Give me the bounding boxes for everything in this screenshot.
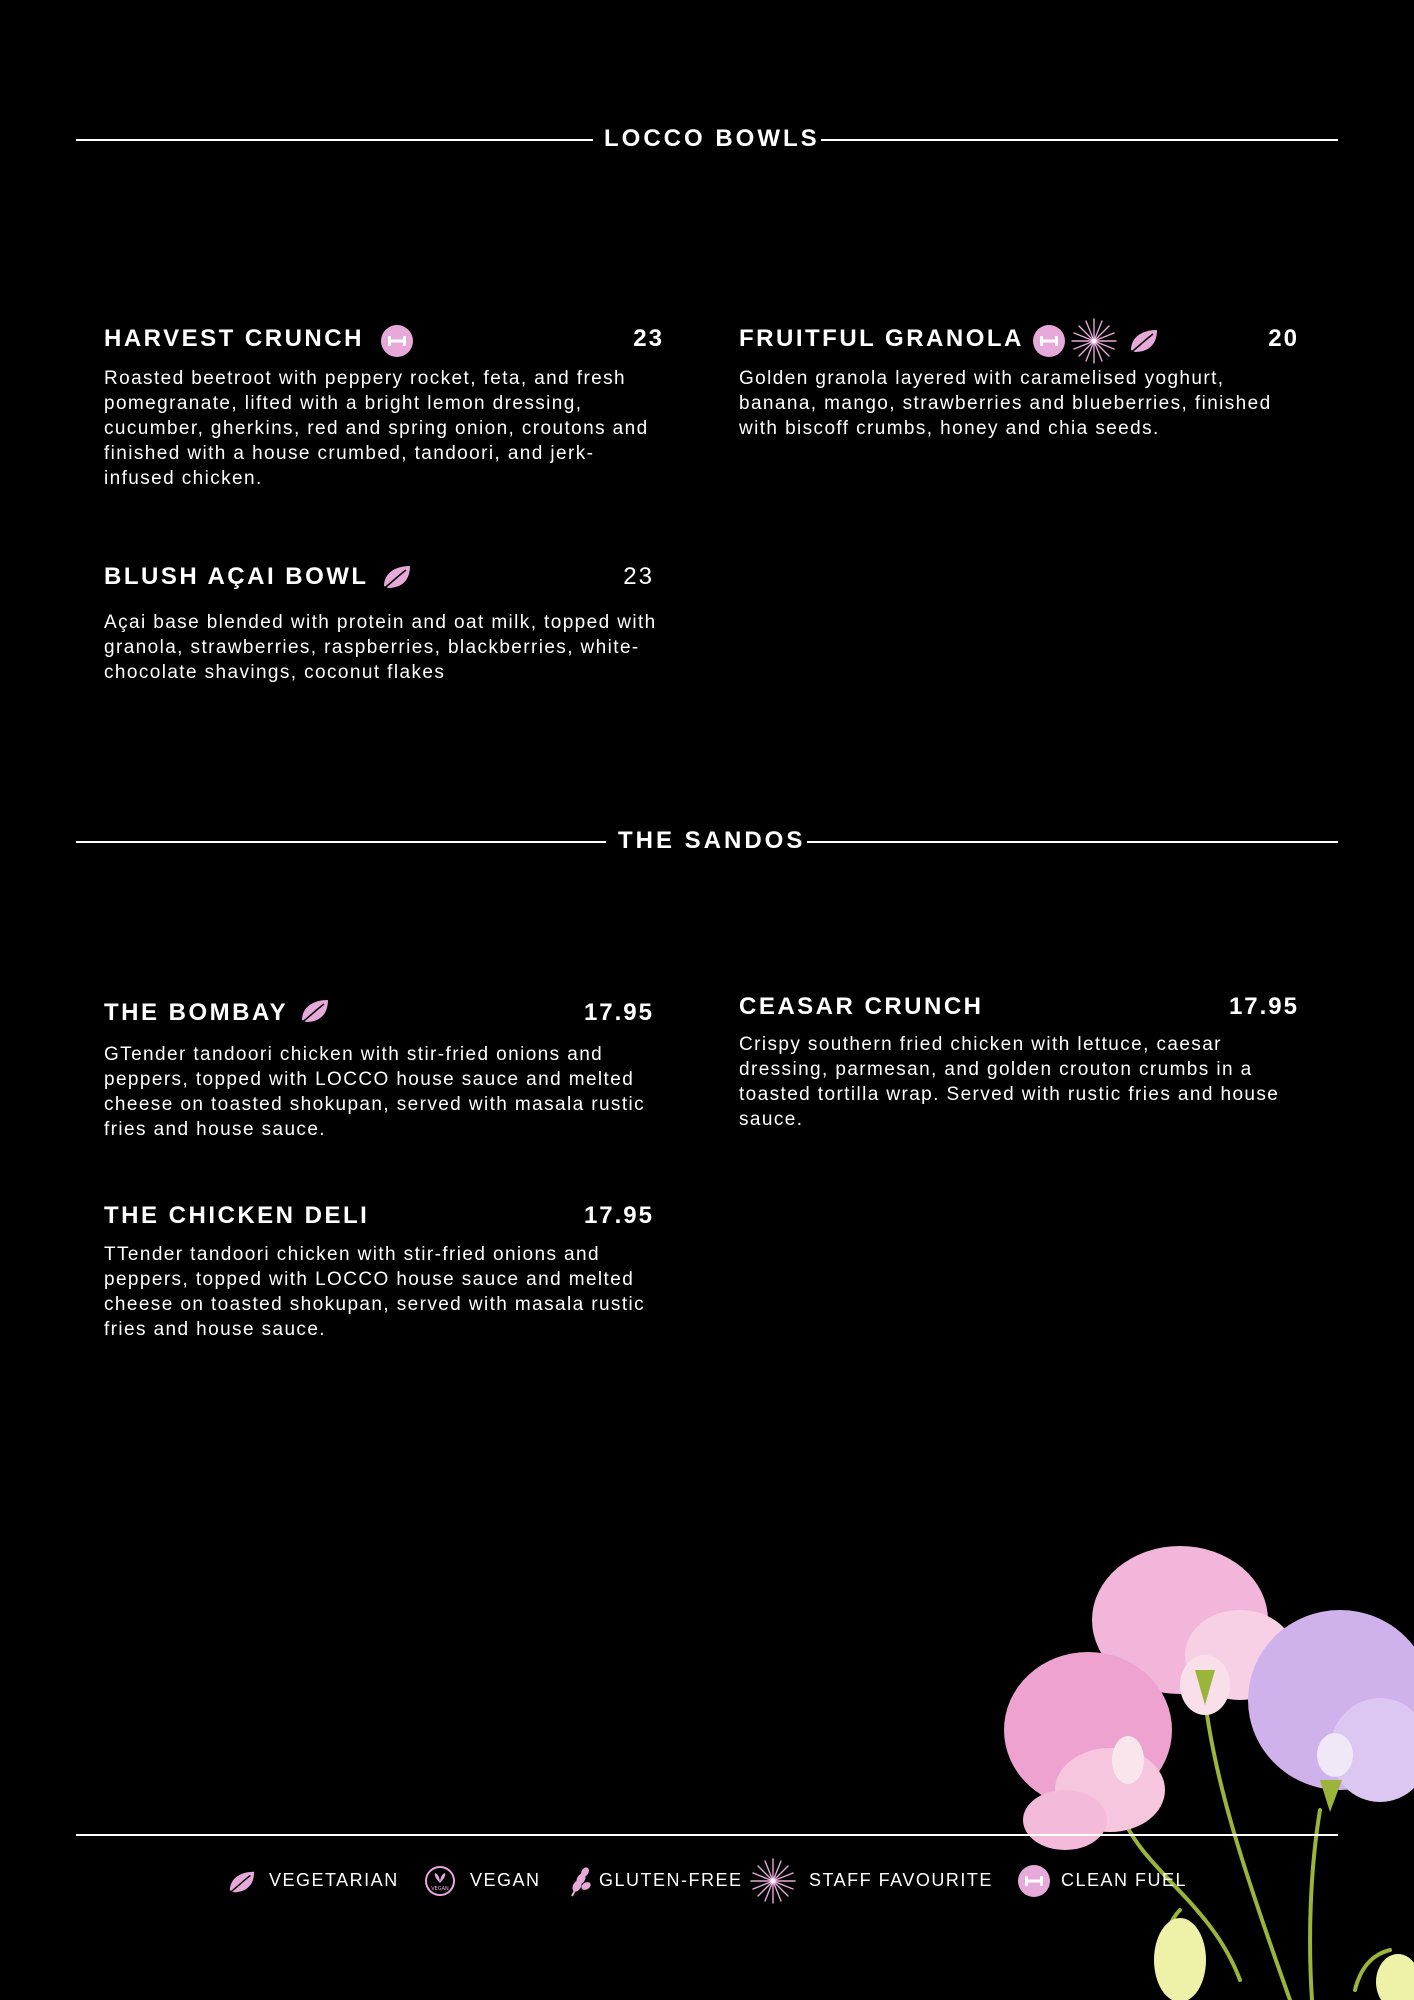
- footer-divider: [76, 1834, 1338, 1836]
- menu-item-the-bombay: [104, 998, 654, 1148]
- section-header-sandos: [76, 826, 1338, 856]
- item-price: 23: [633, 325, 664, 352]
- vegetarian-icon: [1127, 326, 1161, 356]
- legend-label-vegan: VEGAN: [470, 1870, 541, 1890]
- menu-item-fruitful-granola: [739, 324, 1299, 444]
- item-description: Golden granola layered with caramelised yoghurt, banana, mango, strawberries and blueberries, finished with biscoff crumbs, honey and chia seeds.: [739, 368, 1272, 439]
- item-description: Crispy southern fried chicken with lettuce, caesar dressing, parmesan, and golden crouton crumbs in a toasted tortilla wrap. Served with rustic fries and house sauce.: [739, 1034, 1280, 1130]
- item-name: HARVEST CRUNCH: [104, 325, 364, 352]
- item-name: BLUSH AÇAI BOWL: [104, 563, 369, 590]
- item-price: 17.95: [1228, 993, 1299, 1020]
- item-price: 17.95: [583, 1202, 654, 1229]
- item-name: THE CHICKEN DELI: [104, 1202, 370, 1229]
- item-name: FRUITFUL GRANOLA: [739, 325, 1024, 352]
- legend-label-vegetarian: VEGETARIAN: [269, 1870, 399, 1890]
- clean-fuel-icon: [1018, 1865, 1050, 1897]
- item-description: GTender tandoori chicken with stir-fried onions and peppers, topped with LOCCO house sauce and melted cheese on toasted shokupan, served with masala rustic fries and house sauce.: [104, 1044, 646, 1140]
- vegetarian-icon: [380, 562, 414, 592]
- item-name: THE BOMBAY: [104, 999, 289, 1026]
- divider-line: [821, 139, 1338, 141]
- clean-fuel-icon: [381, 325, 413, 357]
- menu-item-harvest-crunch: [104, 324, 664, 494]
- item-name: CEASAR CRUNCH: [739, 993, 984, 1020]
- staff-favourite-icon: [1071, 318, 1117, 364]
- gluten-free-icon: [566, 1866, 594, 1898]
- vegetarian-icon: [298, 996, 332, 1026]
- menu-item-the-chicken-deli: [104, 1201, 654, 1351]
- section-header-bowls: [76, 124, 1338, 154]
- flower-right: [1248, 1610, 1414, 1812]
- vegetarian-icon: [226, 1868, 258, 1896]
- divider-line: [76, 139, 593, 141]
- flower-left: [1004, 1652, 1172, 1850]
- divider-line: [807, 841, 1338, 843]
- legend-label-staff-favourite: STAFF FAVOURITE: [809, 1870, 993, 1890]
- section-title: LOCCO BOWLS: [604, 125, 820, 152]
- flower-bud: [1154, 1918, 1206, 2000]
- vegan-icon: [424, 1865, 456, 1897]
- legend-label-gluten-free: GLUTEN-FREE: [599, 1870, 743, 1890]
- menu-item-ceasar-crunch: [739, 992, 1299, 1142]
- item-description: TTender tandoori chicken with stir-fried onions and peppers, topped with LOCCO house sauce and melted cheese on toasted shokupan, served with masala rustic fries and house sauce.: [104, 1244, 646, 1340]
- vegan-badge-text: VEGAN: [431, 1886, 449, 1892]
- sweet-pea-flowers-decoration: [990, 1540, 1414, 2000]
- item-price: 20: [1268, 325, 1299, 352]
- divider-line: [76, 841, 606, 843]
- item-price: 23: [623, 563, 654, 590]
- item-price: 17.95: [583, 999, 654, 1026]
- item-description: Roasted beetroot with peppery rocket, feta, and fresh pomegranate, lifted with a bright lemon dressing, cucumber, gherkins, red and spring onion, croutons and finished with a house crumbed, tandoori, and jerk-infused chicken.: [104, 368, 649, 489]
- dietary-legend: [0, 1860, 1414, 1900]
- staff-favourite-icon: [750, 1858, 796, 1904]
- menu-item-blush-acai-bowl: [104, 562, 664, 712]
- item-description: Açai base blended with protein and oat milk, topped with granola, strawberries, raspberries, blackberries, white-chocolate shavings, coconut flakes: [104, 612, 657, 683]
- section-title: THE SANDOS: [618, 827, 806, 854]
- flower-bud: [1376, 1954, 1414, 2000]
- clean-fuel-icon: [1033, 325, 1065, 357]
- legend-label-clean-fuel: CLEAN FUEL: [1061, 1870, 1188, 1890]
